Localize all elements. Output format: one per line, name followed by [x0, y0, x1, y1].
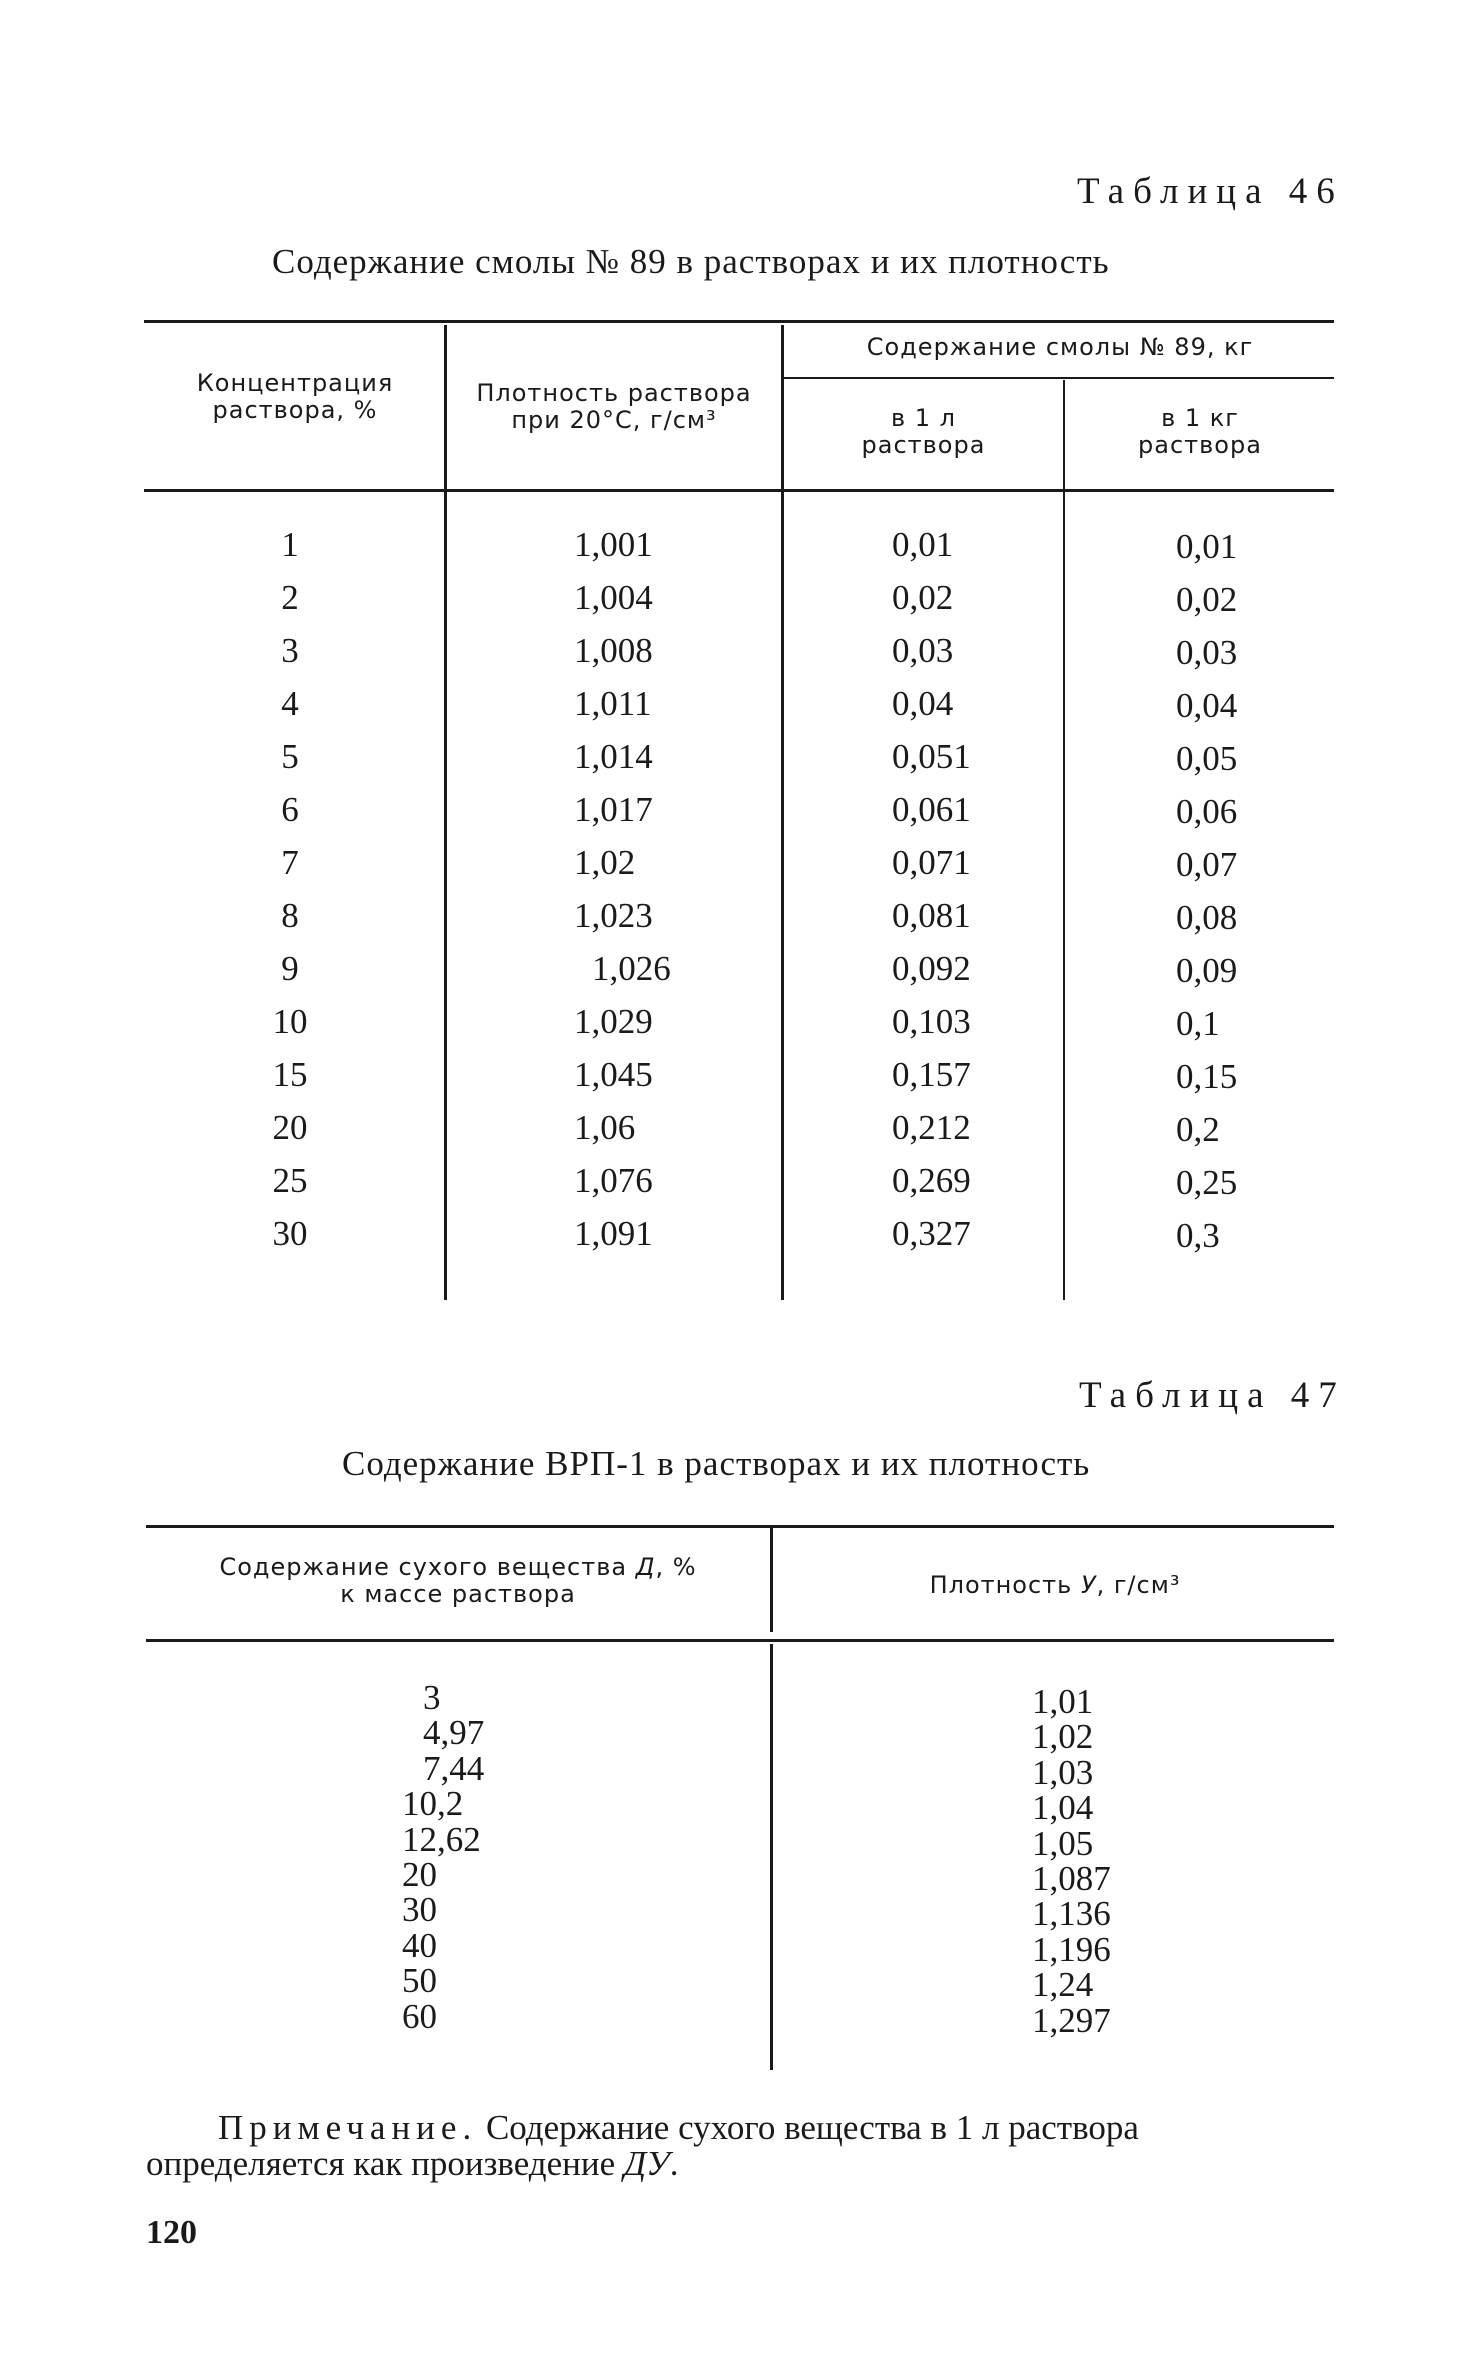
table-cell: 0,081 [892, 896, 971, 935]
table-46-divider-2 [781, 325, 784, 1300]
table-cell: 0,269 [892, 1161, 971, 1200]
table-cell: 0,02 [1176, 580, 1238, 619]
table-cell: 1,029 [574, 1002, 653, 1041]
table-47-caption: Содержание ВРП-1 в растворах и их плотность [342, 1444, 1091, 1483]
table-cell: 1,026 [592, 949, 671, 988]
table-cell: 1,06 [574, 1108, 636, 1147]
table-46-divider-1 [444, 325, 447, 1300]
page-number: 120 [146, 2214, 197, 2251]
column-concentration [240, 518, 340, 1260]
table-cell: 1,045 [574, 1055, 653, 1094]
table-cell: 0,3 [1176, 1216, 1220, 1255]
table-cell: 20 [272, 1108, 308, 1147]
table-cell: 60 [402, 1996, 437, 2036]
header-dry-matter [150, 1554, 766, 1608]
table-47-label: Таблица 47 [1079, 1375, 1346, 1416]
table-cell: 1,24 [1032, 1965, 1094, 2005]
table-46-divider-3 [1063, 380, 1065, 1300]
table-cell: 0,01 [892, 525, 954, 564]
header-dry-matter-prefix: Содержание сухого вещества [219, 1553, 636, 1581]
table-cell: 1,004 [574, 578, 653, 617]
table-cell: 1,014 [574, 737, 653, 776]
table-cell: 0,092 [892, 949, 971, 988]
table-cell: 1,091 [574, 1214, 653, 1253]
column-density-y [1032, 1684, 1172, 2038]
table-cell: 0,08 [1176, 898, 1238, 937]
table-cell: 1,017 [574, 790, 653, 829]
table-cell: 0,2 [1176, 1110, 1220, 1149]
header-density [450, 380, 778, 434]
table-cell: 7,44 [423, 1748, 485, 1788]
table-cell: 0,061 [892, 790, 971, 829]
table-cell: 1 [281, 525, 299, 564]
table-cell: 40 [402, 1925, 437, 1965]
table-cell: 0,212 [892, 1108, 971, 1147]
table-cell: 12,62 [402, 1819, 481, 1859]
table-47-divider-body [770, 1644, 773, 2070]
table-cell: 5 [281, 737, 299, 776]
table-cell: 4,97 [423, 1713, 485, 1753]
footnote-line-2 [146, 2146, 1326, 2182]
table-cell: 1,196 [1032, 1929, 1111, 1969]
header-resin-content: Содержание смолы № 89, кг [866, 333, 1254, 361]
table-cell: 6 [281, 790, 299, 829]
table-cell: 1,03 [1032, 1752, 1094, 1792]
footnote-text-2: определяется как произведение [146, 2144, 624, 2183]
table-cell: 30 [272, 1214, 308, 1253]
header-dry-matter-line-1 [150, 1554, 766, 1581]
header-per-kg-line-1: в 1 кг [1161, 404, 1239, 432]
header-dry-matter-symbol: Д [635, 1553, 656, 1581]
table-cell: 50 [402, 1961, 437, 2001]
table-cell: 1,05 [1032, 1823, 1094, 1863]
table-cell: 1,087 [1032, 1858, 1111, 1898]
table-cell: 15 [272, 1055, 308, 1094]
footnote-end: . [669, 2144, 679, 2183]
table-46-top-rule [144, 320, 1334, 323]
table-cell: 1,01 [1032, 1682, 1094, 1721]
header-density-line-1: Плотность раствора [476, 379, 752, 407]
table-cell: 4 [281, 684, 299, 723]
table-cell: 3 [281, 631, 299, 670]
footnote-label: Примечание. [218, 2108, 478, 2147]
header-per-kg-line-2: раствора [1138, 431, 1262, 459]
table-cell: 9 [281, 949, 299, 988]
header-concentration-line-2: раствора, % [212, 396, 378, 424]
table-cell: 1,011 [574, 684, 652, 723]
table-cell: 1,008 [574, 631, 653, 670]
table-cell: 0,03 [892, 631, 954, 670]
header-density-line-2: при 20°С, г/см³ [511, 406, 717, 434]
table-cell: 2 [281, 578, 299, 617]
table-cell: 1,136 [1032, 1894, 1111, 1934]
table-cell: 20 [402, 1854, 437, 1894]
table-cell: 1,001 [574, 525, 653, 564]
table-cell: 0,07 [1176, 845, 1238, 884]
table-46-caption: Содержание смолы № 89 в растворах и их плотность [272, 242, 1110, 281]
header-concentration-line-1: Концентрация [196, 369, 394, 397]
header-per-liter [786, 405, 1061, 459]
header-concentration [150, 370, 440, 424]
table-cell: 0,071 [892, 843, 971, 882]
table-46-header-rule [144, 489, 1334, 492]
footnote [146, 2110, 1326, 2182]
footnote-line-1 [146, 2110, 1326, 2146]
header-dry-matter-suffix: , % [655, 1553, 697, 1581]
table-cell: 0,06 [1176, 792, 1238, 831]
table-cell: 0,03 [1176, 633, 1238, 672]
table-cell: 0,327 [892, 1214, 971, 1253]
table-cell: 0,25 [1176, 1163, 1238, 1202]
header-per-liter-line-1: в 1 л [890, 404, 956, 432]
table-cell: 0,1 [1176, 1004, 1220, 1043]
table-cell: 0,01 [1176, 527, 1238, 566]
header-per-kg [1066, 405, 1334, 459]
table-cell: 7 [281, 843, 299, 882]
table-46-label: Таблица 46 [1077, 171, 1344, 212]
header-density-y [776, 1572, 1334, 1599]
table-47-divider [770, 1528, 773, 1632]
table-cell: 8 [281, 896, 299, 935]
header-dry-matter-line-2: к массе раствора [340, 1580, 576, 1608]
header-density-suffix: , г/см³ [1096, 1571, 1181, 1599]
table-cell: 0,157 [892, 1055, 971, 1094]
table-cell: 1,297 [1032, 2000, 1111, 2040]
table-46-group-rule [781, 377, 1334, 379]
table-cell: 30 [402, 1890, 437, 1930]
header-density-symbol: У [1080, 1571, 1097, 1599]
table-cell: 0,103 [892, 1002, 971, 1041]
footnote-formula: ДУ [623, 2144, 670, 2183]
header-density-prefix: Плотность [929, 1571, 1081, 1599]
table-cell: 1,076 [574, 1161, 653, 1200]
table-cell: 10 [272, 1002, 308, 1041]
table-47-top-rule [146, 1525, 1334, 1528]
table-cell: 10,2 [402, 1784, 464, 1824]
table-47-header-rule [146, 1639, 1334, 1642]
table-cell: 1,04 [1032, 1788, 1094, 1828]
column-per-kg [1176, 518, 1296, 1262]
table-cell: 0,15 [1176, 1057, 1238, 1096]
column-dry-matter [402, 1680, 542, 2034]
table-cell: 0,04 [892, 684, 954, 723]
table-cell: 3 [423, 1678, 441, 1717]
footnote-text-1: Содержание сухого вещества в 1 л раствора [477, 2108, 1139, 2147]
table-cell: 0,04 [1176, 686, 1238, 725]
column-per-liter [892, 518, 1032, 1260]
table-cell: 0,09 [1176, 951, 1238, 990]
table-cell: 1,02 [574, 843, 636, 882]
table-cell: 0,051 [892, 737, 971, 776]
column-density [574, 518, 714, 1260]
table-cell: 1,02 [1032, 1717, 1094, 1757]
header-per-liter-line-2: раствора [861, 431, 986, 459]
table-cell: 0,02 [892, 578, 954, 617]
table-cell: 1,023 [574, 896, 653, 935]
table-cell: 25 [272, 1161, 308, 1200]
table-cell: 0,05 [1176, 739, 1238, 778]
